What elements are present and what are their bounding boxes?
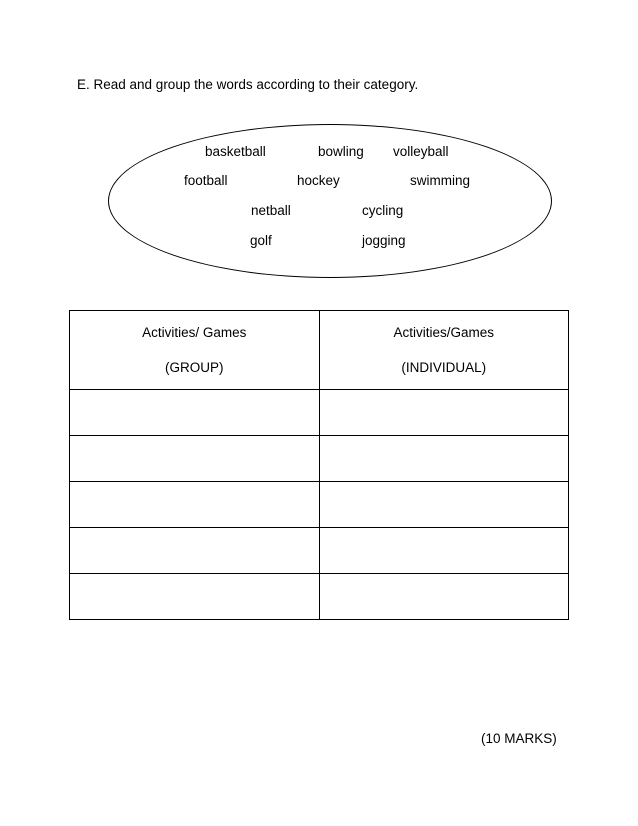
answer-row [70,436,569,482]
word-basketball: basketball [205,144,266,159]
individual-answer-cell[interactable] [319,436,569,482]
answer-row [70,528,569,574]
answer-row [70,390,569,436]
individual-answer-cell[interactable] [319,528,569,574]
instruction-text: E. Read and group the words according to their category. [77,77,419,92]
word-hockey: hockey [297,173,340,188]
group-answer-cell[interactable] [70,436,320,482]
group-answer-cell[interactable] [70,574,320,620]
word-football: football [184,173,228,188]
grouping-table [69,310,569,620]
individual-header-title: Activities/Games [393,325,495,340]
group-header-subtitle: (GROUP) [165,360,224,375]
word-netball: netball [251,203,291,218]
word-swimming: swimming [410,173,471,188]
individual-answer-cell[interactable] [319,574,569,620]
group-answer-cell[interactable] [70,390,320,436]
individual-answer-cell[interactable] [319,390,569,436]
individual-answer-cell[interactable] [319,482,569,528]
word-volleyball: volleyball [393,144,449,159]
word-bowling: bowling [318,144,364,159]
marks-label: (10 MARKS) [481,731,557,746]
group-answer-cell[interactable] [70,528,320,574]
word-cycling: cycling [362,203,404,218]
word-jogging: jogging [362,233,406,248]
individual-header-cell [319,311,569,390]
group-header-cell [70,311,320,390]
group-header-title: Activities/ Games [142,325,247,340]
group-answer-cell[interactable] [70,482,320,528]
individual-header-subtitle: (INDIVIDUAL) [401,360,487,375]
table-header-row [70,311,569,390]
word-golf: golf [250,233,272,248]
answer-row [70,574,569,620]
answer-row [70,482,569,528]
